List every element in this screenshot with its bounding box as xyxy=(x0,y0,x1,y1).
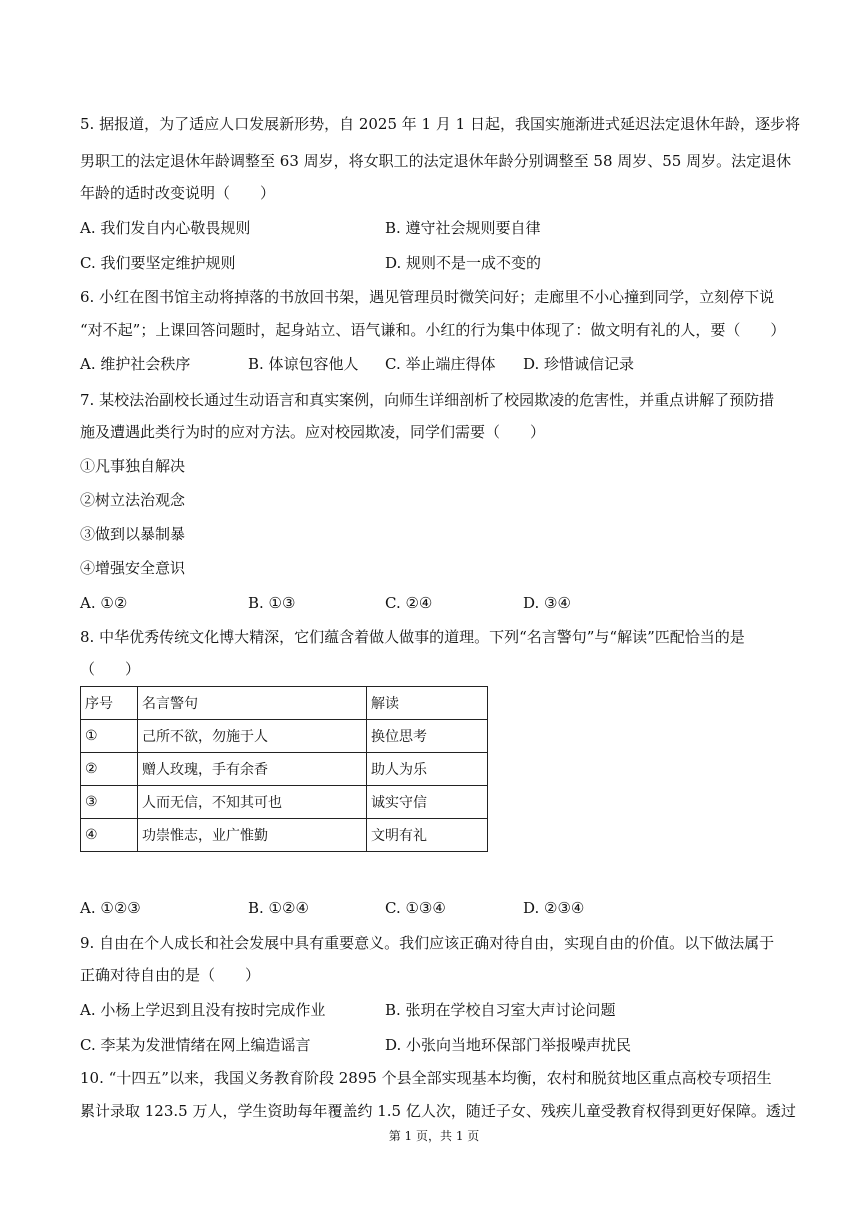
q7-option-b: B. ①③ xyxy=(248,594,296,612)
table-cell: 助人为乐 xyxy=(367,753,488,786)
table-header-cell: 名言警句 xyxy=(138,687,367,720)
q8-line-1: 8. 中华优秀传统文化博大精深，它们蕴含着做人做事的道理。下列“名言警句”与“解读”匹配恰当的是 xyxy=(80,628,745,646)
q6-option-a: A. 维护社会秩序 xyxy=(80,355,191,373)
table-cell: ③ xyxy=(81,786,138,819)
table-cell: 文明有礼 xyxy=(367,819,488,852)
q7-option-d: D. ③④ xyxy=(523,594,571,612)
table-cell: ④ xyxy=(81,819,138,852)
q8-line-2: （ ） xyxy=(80,660,141,678)
table-cell: ② xyxy=(81,753,138,786)
table-cell: 人而无信，不知其可也 xyxy=(138,786,367,819)
q7-item-3: ③做到以暴制暴 xyxy=(80,525,186,543)
page-footer: 第 1 页，共 1 页 xyxy=(388,1129,480,1143)
q5-line-3: 年龄的适时改变说明（ ） xyxy=(80,184,276,202)
table-header-cell: 解读 xyxy=(367,687,488,720)
q7-item-1: ①凡事独自解决 xyxy=(80,457,186,475)
table-cell: 诚实守信 xyxy=(367,786,488,819)
q7-line-1: 7. 某校法治副校长通过生动语言和真实案例，向师生详细剖析了校园欺凌的危害性，并重点讲解了预防措 xyxy=(80,391,775,409)
q9-option-c: C. 李某为发泄情绪在网上编造谣言 xyxy=(80,1036,311,1054)
q6-line-1: 6. 小红在图书馆主动将掉落的书放回书架，遇见管理员时微笑问好；走廊里不小心撞到同学，立刻停下说 xyxy=(80,288,775,306)
q5-option-d: D. 规则不是一成不变的 xyxy=(385,254,542,272)
table-cell: ① xyxy=(81,720,138,753)
q10-line-1: 10. “十四五”以来，我国义务教育阶段 2895 个县全部实现基本均衡，农村和脱贫地区重点高校专项招生 xyxy=(80,1069,772,1087)
q7-option-c: C. ②④ xyxy=(385,594,433,612)
q9-line-1: 9. 自由在个人成长和社会发展中具有重要意义。我们应该正确对待自由，实现自由的价值。以下做法属于 xyxy=(80,934,775,952)
q5-option-c: C. 我们要坚定维护规则 xyxy=(80,254,236,272)
table-cell: 赠人玫瑰，手有余香 xyxy=(138,753,367,786)
table-row xyxy=(81,819,488,852)
q7-line-2: 施及遭遇此类行为时的应对方法。应对校园欺凌，同学们需要（ ） xyxy=(80,423,546,441)
q5-option-b: B. 遵守社会规则要自律 xyxy=(385,219,541,237)
table-row xyxy=(81,753,488,786)
q6-option-c: C. 举止端庄得体 xyxy=(385,355,496,373)
q5-option-a: A. 我们发自内心敬畏规则 xyxy=(80,219,251,237)
q7-option-a: A. ①② xyxy=(80,594,128,612)
q9-option-d: D. 小张向当地环保部门举报噪声扰民 xyxy=(385,1036,632,1054)
q8-option-a: A. ①②③ xyxy=(80,899,141,917)
q10-line-2: 累计录取 123.5 万人，学生资助每年覆盖约 1.5 亿人次，随迁子女、残疾儿童受教育权得到更好保障。透过 xyxy=(80,1102,796,1120)
q6-option-d: D. 珍惜诚信记录 xyxy=(523,355,635,373)
q5-line-1: 5. 据报道，为了适应人口发展新形势，自 2025 年 1 月 1 日起，我国实施渐进式延迟法定退休年龄，逐步将 xyxy=(80,115,800,133)
q6-option-b: B. 体谅包容他人 xyxy=(248,355,359,373)
q9-option-b: B. 张玥在学校自习室大声讨论问题 xyxy=(385,1001,616,1019)
table-cell: 功崇惟志，业广惟勤 xyxy=(138,819,367,852)
q8-option-c: C. ①③④ xyxy=(385,899,446,917)
q5-line-2: 男职工的法定退休年龄调整至 63 周岁，将女职工的法定退休年龄分别调整至 58 周岁、55 周岁。法定退休 xyxy=(80,152,792,170)
table-header-cell: 序号 xyxy=(81,687,138,720)
q8-option-b: B. ①②④ xyxy=(248,899,309,917)
q9-line-2: 正确对待自由的是（ ） xyxy=(80,966,261,984)
q7-item-4: ④增强安全意识 xyxy=(80,559,186,577)
table-cell: 己所不欲，勿施于人 xyxy=(138,720,367,753)
table-row xyxy=(81,720,488,753)
q7-item-2: ②树立法治观念 xyxy=(80,491,186,509)
q6-line-2: “对不起”；上课回答问题时，起身站立、语气谦和。小红的行为集中体现了：做文明有礼的人，要（ ） xyxy=(80,321,786,339)
table-row xyxy=(81,786,488,819)
table-cell: 换位思考 xyxy=(367,720,488,753)
table-header-row xyxy=(81,687,488,720)
q8-option-d: D. ②③④ xyxy=(523,899,585,917)
quote-table xyxy=(80,686,488,852)
q9-option-a: A. 小杨上学迟到且没有按时完成作业 xyxy=(80,1001,326,1019)
